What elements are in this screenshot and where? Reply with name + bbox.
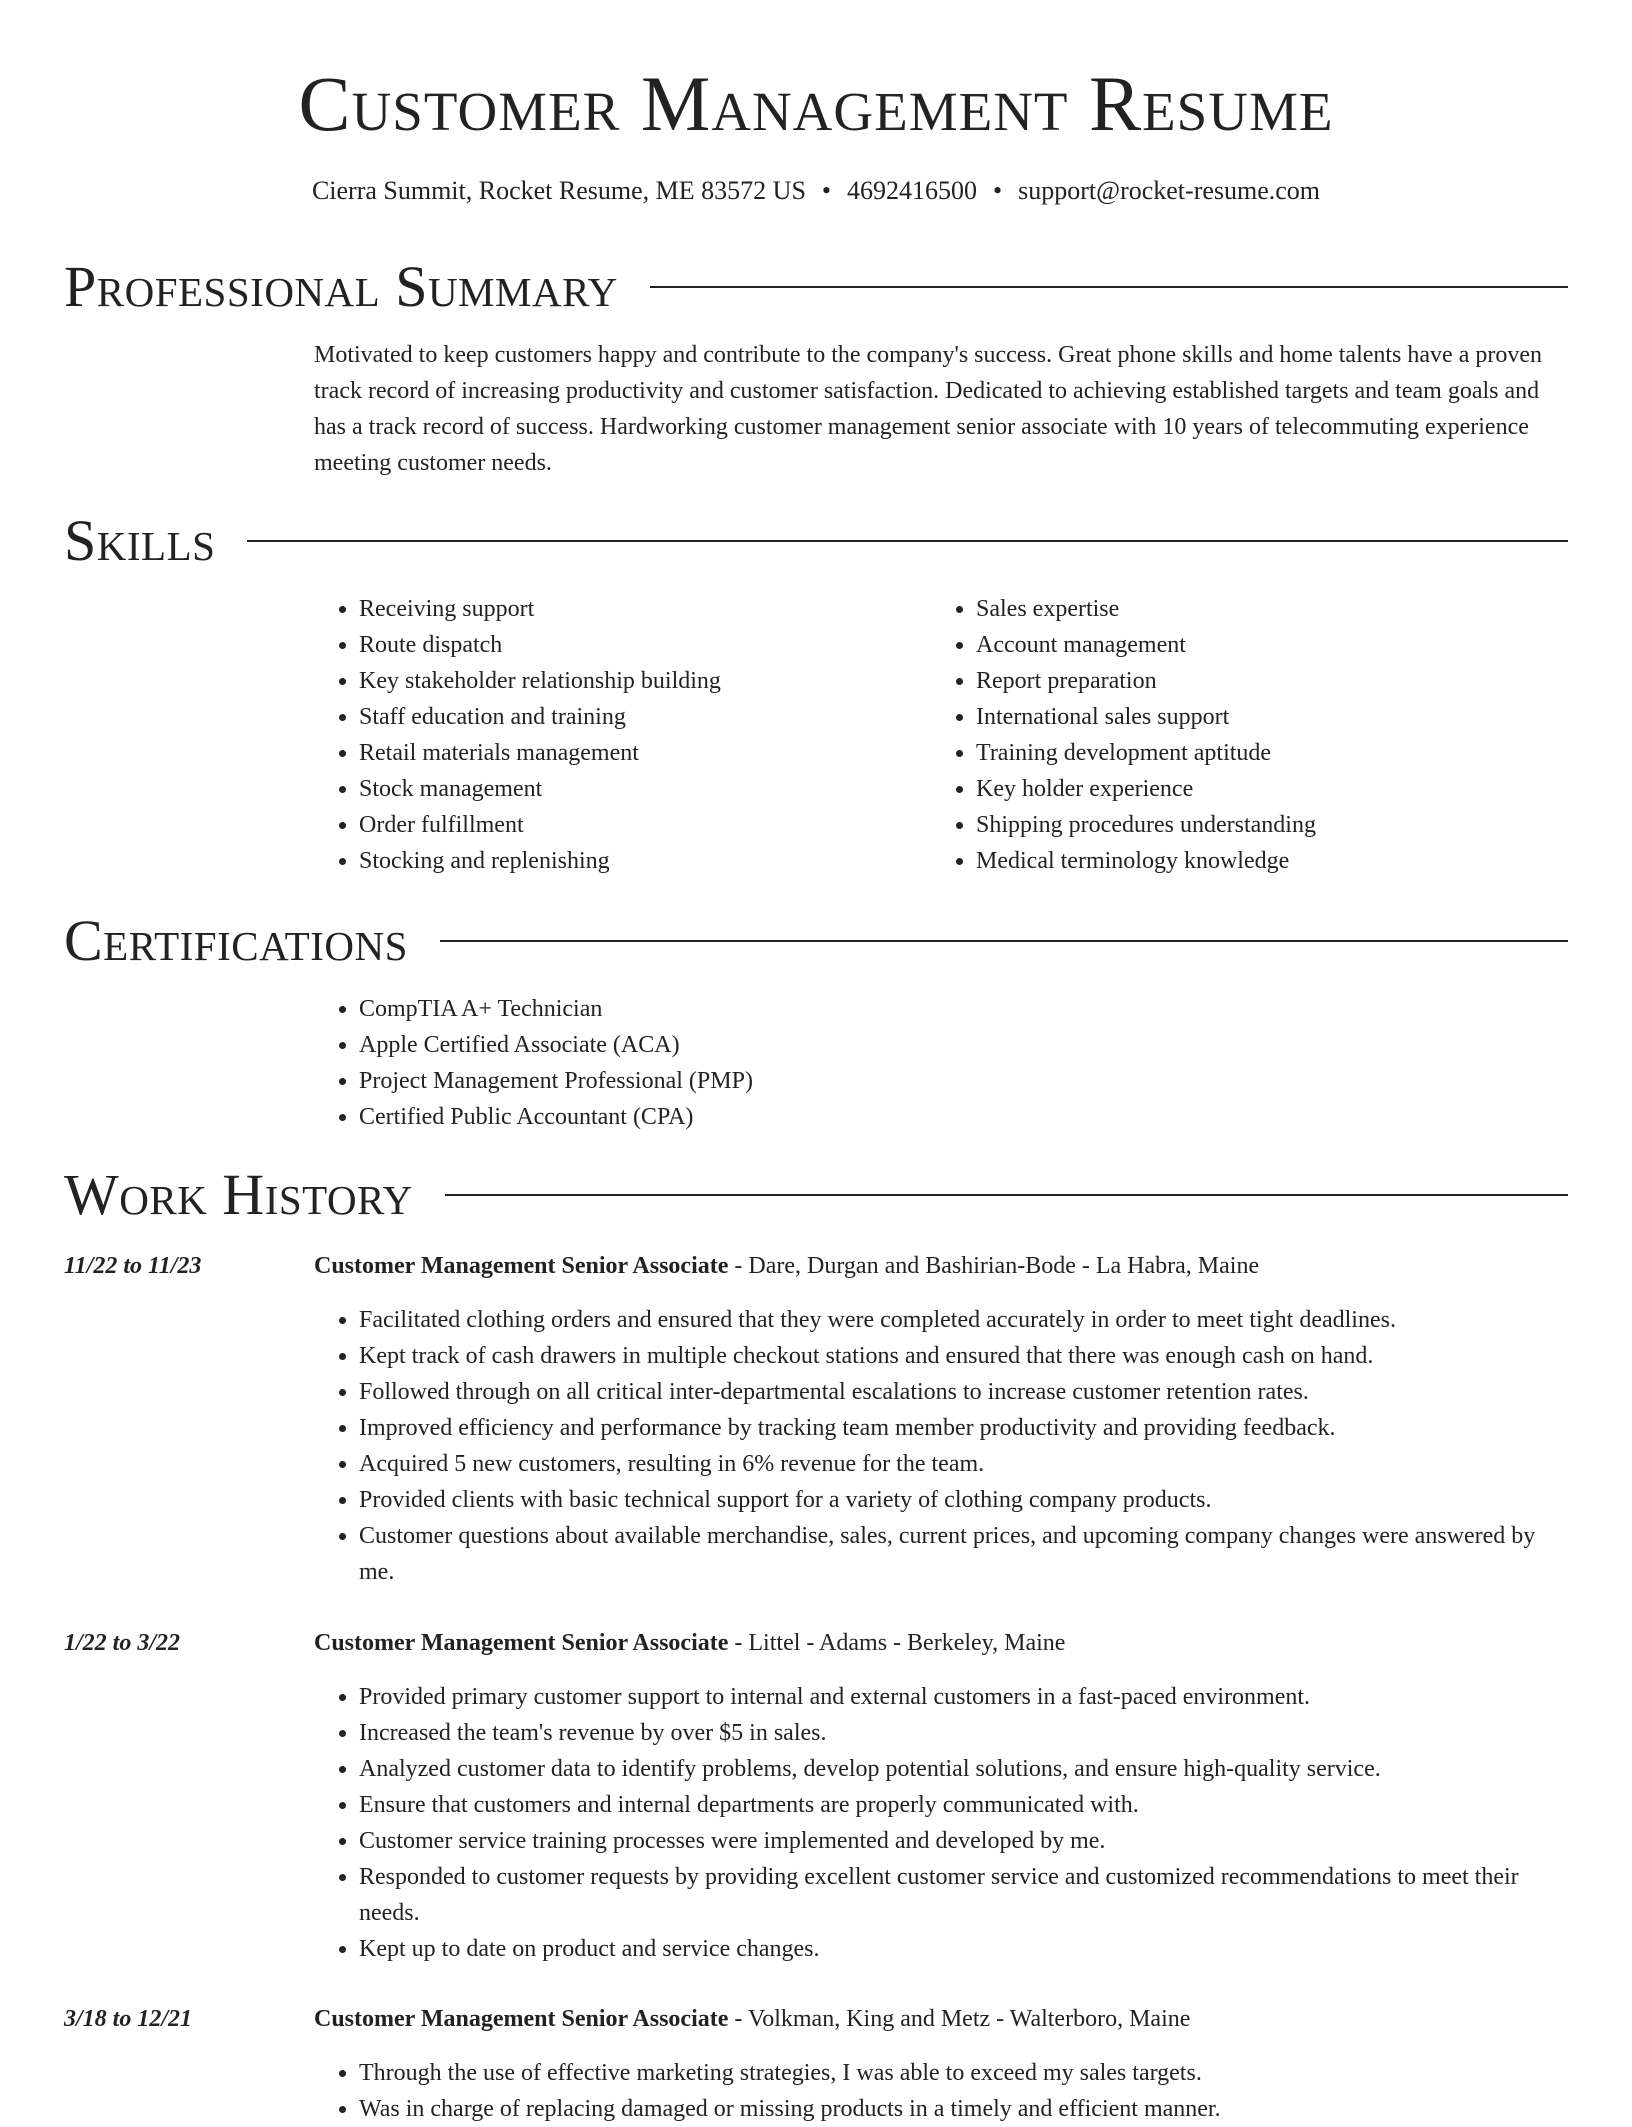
job-duty-item: • Increased the team's revenue by over $5 in sales. (359, 1715, 1568, 1751)
job-employer: - Dare, Durgan and Bashirian-Bode - La Habra, Maine (728, 1253, 1260, 1279)
certifications-heading: Certifications (64, 908, 408, 973)
work-section-header (64, 1160, 1568, 1230)
skills-list-left (314, 591, 894, 879)
job-duty-item: • Responded to customer requests by providing excellent customer service and customized recommendations to meet their needs. (359, 1859, 1568, 1931)
job-header (314, 1625, 1568, 1661)
job-duties (314, 1679, 1568, 1967)
skill-item: • Staff education and training (359, 699, 894, 735)
contact-separator: • (821, 176, 832, 205)
job-title: Customer Management Senior Associate (314, 1253, 729, 1279)
job-duties (314, 1302, 1568, 1590)
job-duty-item: • Customer questions about available merchandise, sales, current prices, and upcoming company changes were answered by me. (359, 1518, 1568, 1590)
summary-text: Motivated to keep customers happy and contribute to the company's success. Great phone skills and home talents have a proven track record of increasing productivity and customer satisfaction. Dedicated to achieving established targets and team goals and has a track record of success. Hardworking customer management senior associate with 10 years of telecommuting experience meeting customer needs. (314, 342, 1542, 476)
job-title: Customer Management Senior Associate (314, 2006, 729, 2032)
skill-item: • International sales support (976, 699, 1531, 735)
skills-list-right (931, 591, 1531, 879)
job-duty-item: • Was in charge of replacing damaged or missing products in a timely and efficient manner. (359, 2091, 1568, 2127)
skill-item: • Medical terminology knowledge (976, 843, 1531, 879)
certifications-section-header (64, 906, 1568, 976)
job-duties-list (314, 1302, 1568, 1590)
skill-item: • Key holder experience (976, 771, 1531, 807)
skill-item: • Account management (976, 627, 1531, 663)
skills-column-left (314, 591, 894, 879)
contact-address: Cierra Summit, Rocket Resume, ME 83572 US (311, 176, 806, 205)
job-duty-item: • Through the use of effective marketing strategies, I was able to exceed my sales targets. (359, 2055, 1568, 2091)
skill-item: • Key stakeholder relationship building (359, 663, 894, 699)
job-dates: 3/18 to 12/21 (64, 2006, 193, 2032)
skill-item: • Route dispatch (359, 627, 894, 663)
section-divider (247, 540, 1568, 542)
certifications-block (314, 991, 1214, 1135)
section-divider (440, 940, 1568, 942)
job-duty-item: • Followed through on all critical inter-departmental escalations to increase customer retention rates. (359, 1374, 1568, 1410)
skill-item: • Shipping procedures understanding (976, 807, 1531, 843)
skill-item: • Order fulfillment (359, 807, 894, 843)
job-duty-item: • Provided clients with basic technical support for a variety of clothing company products. (359, 1482, 1568, 1518)
job-dates: 1/22 to 3/22 (64, 1630, 181, 1656)
skill-item: • Stocking and replenishing (359, 843, 894, 879)
job-employer: - Volkman, King and Metz - Walterboro, Maine (728, 2006, 1191, 2032)
skill-item: • Retail materials management (359, 735, 894, 771)
section-divider (650, 286, 1568, 288)
job-duty-item: • Kept up to date on product and service changes. (359, 1931, 1568, 1967)
contact-email: support@rocket-resume.com (1018, 176, 1321, 205)
job-duty-item: • Improved efficiency and performance by tracking team member productivity and providing feedback. (359, 1410, 1568, 1446)
job-title: Customer Management Senior Associate (314, 1630, 729, 1656)
contact-line (0, 174, 1632, 208)
job-duties (314, 2055, 1568, 2127)
certification-item: • Project Management Professional (PMP) (359, 1063, 1214, 1099)
job-duty-item: • Kept track of cash drawers in multiple checkout stations and ensured that there was enough cash on hand. (359, 1338, 1568, 1374)
job-header (314, 2001, 1568, 2037)
skill-item: • Stock management (359, 771, 894, 807)
certifications-list (314, 991, 1214, 1135)
job-duties-list (314, 2055, 1568, 2127)
job-dates: 11/22 to 11/23 (64, 1253, 202, 1279)
job-duty-item: • Analyzed customer data to identify problems, develop potential solutions, and ensure high-quality service. (359, 1751, 1568, 1787)
summary-section-header (64, 252, 1568, 322)
skills-section-header (64, 506, 1568, 576)
section-divider (445, 1194, 1568, 1196)
job-duty-item: • Ensure that customers and internal departments are properly communicated with. (359, 1787, 1568, 1823)
work-heading: Work History (64, 1162, 413, 1227)
job-header (314, 1248, 1568, 1284)
job-duty-item: • Acquired 5 new customers, resulting in 6% revenue for the team. (359, 1446, 1568, 1482)
job-employer: - Littel - Adams - Berkeley, Maine (728, 1630, 1066, 1656)
skill-item: • Report preparation (976, 663, 1531, 699)
skill-item: • Training development aptitude (976, 735, 1531, 771)
certification-item: • Certified Public Accountant (CPA) (359, 1099, 1214, 1135)
skill-item: • Receiving support (359, 591, 894, 627)
job-duty-item: • Facilitated clothing orders and ensured that they were completed accurately in order to meet tight deadlines. (359, 1302, 1568, 1338)
certification-item: • CompTIA A+ Technician (359, 991, 1214, 1027)
skills-column-right (931, 591, 1531, 879)
contact-phone: 4692416500 (847, 176, 978, 205)
job-duty-item: • Provided primary customer support to internal and external customers in a fast-paced environment. (359, 1679, 1568, 1715)
summary-heading: Professional Summary (64, 254, 618, 319)
job-duties-list (314, 1679, 1568, 1967)
resume-title: Customer Management Resume (298, 60, 1334, 147)
skills-heading: Skills (64, 508, 216, 573)
job-duty-item: • Customer service training processes were implemented and developed by me. (359, 1823, 1568, 1859)
skill-item: • Sales expertise (976, 591, 1531, 627)
contact-separator: • (993, 176, 1003, 205)
certification-item: • Apple Certified Associate (ACA) (359, 1027, 1214, 1063)
